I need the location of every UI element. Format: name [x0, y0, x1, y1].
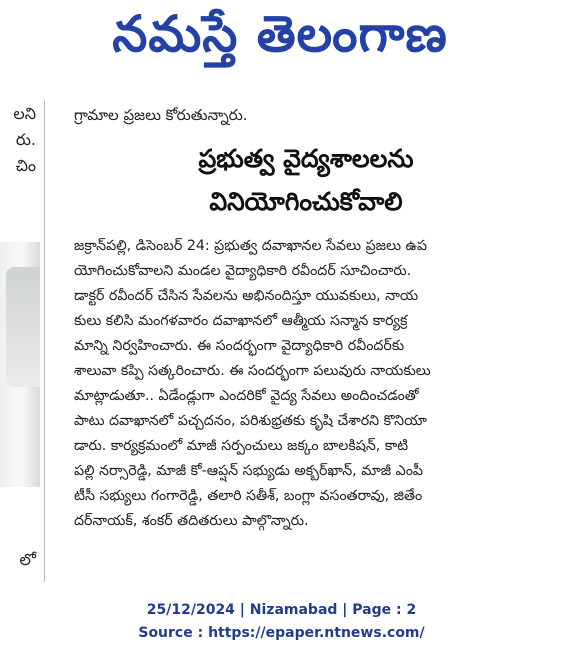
article-body-line: దర్‌నాయక్, శంకర్ తదితరులు పాల్గొన్నారు.	[74, 513, 309, 529]
article-top-line: గ్రామాల ప్రజలు కోరుతున్నారు.	[74, 106, 248, 124]
prev-column-photo-detail	[6, 267, 40, 387]
article-headline-line-1: ప్రభుత్వ వైద్యశాలలను	[198, 144, 414, 173]
prev-column-line: చిం	[15, 156, 36, 175]
article-body-line: డాక్టర్ రవీందర్ చేసిన సేవలను అభినందిస్తూ యువకులు, నాయ	[74, 288, 419, 304]
prev-column-line: రు.	[15, 130, 36, 149]
article-body-line: యోగించుకోవాలని మండల వైద్యాధికారి రవీందర్ సూచించారు.	[74, 263, 412, 279]
article-body-line: టీసీ సభ్యులు గంగారెడ్డి, తలారి సతీశ్, బంగ్లా వసంతరావు, జితేం	[74, 488, 423, 504]
news-article	[56, 92, 556, 582]
article-body-line: పల్లి నర్సారెడ్డి, మాజీ కో-ఆప్షన్ సభ్యుడు అక్బర్‌ఖాన్, మాజీ ఎంపీ	[74, 463, 424, 479]
article-headline-line-2: వినియోగించుకోవాలి	[209, 187, 403, 216]
article-body-line: జక్రాన్‌పల్లి, డిసెంబర్ 24: ప్రభుత్వ దవాఖానల సేవలు ప్రజలు ఉప	[74, 238, 427, 254]
newspaper-masthead	[60, 4, 500, 76]
prev-column-line: లో	[19, 550, 36, 569]
article-body-line: కులు కలిసి మంగళవారం దవాఖానలో ఆత్మీయ సన్మాన కార్యక్ర	[74, 313, 408, 329]
source-url-line: Source : https://epaper.ntnews.com/	[138, 625, 425, 641]
article-body-line: మాన్ని నిర్వహించారు. ఈ సందర్భంగా వైద్యాధికారి రవీందర్‌కు	[74, 338, 405, 354]
column-divider	[44, 100, 45, 582]
article-body-line: మాట్లాడుతూ.. ఏడేండ్లుగా ఎందరికో వైద్య సేవలు అందించడంతో	[74, 388, 419, 404]
article-body-line: శాలువా కప్పి సత్కరించారు. ఈ సందర్భంగా పలువురు నాయకులు	[74, 363, 431, 379]
masthead-title: నమస్తే తెలంగాణ	[112, 4, 448, 63]
newspaper-clipping	[0, 92, 563, 582]
publication-date-line: 25/12/2024 | Nizamabad | Page : 2	[146, 602, 417, 618]
article-body-line: పాటు దవాఖానలో పచ్చదనం, పరిశుభ్రతకు కృషి చేశారని కొనియా	[74, 413, 427, 429]
prev-column-line: లని	[13, 104, 36, 123]
previous-column	[0, 92, 40, 582]
article-body-line: డారు. కార్యక్రమంలో మాజీ సర్పంచులు జక్కం బాలకిషన్, కాటి	[74, 438, 409, 454]
